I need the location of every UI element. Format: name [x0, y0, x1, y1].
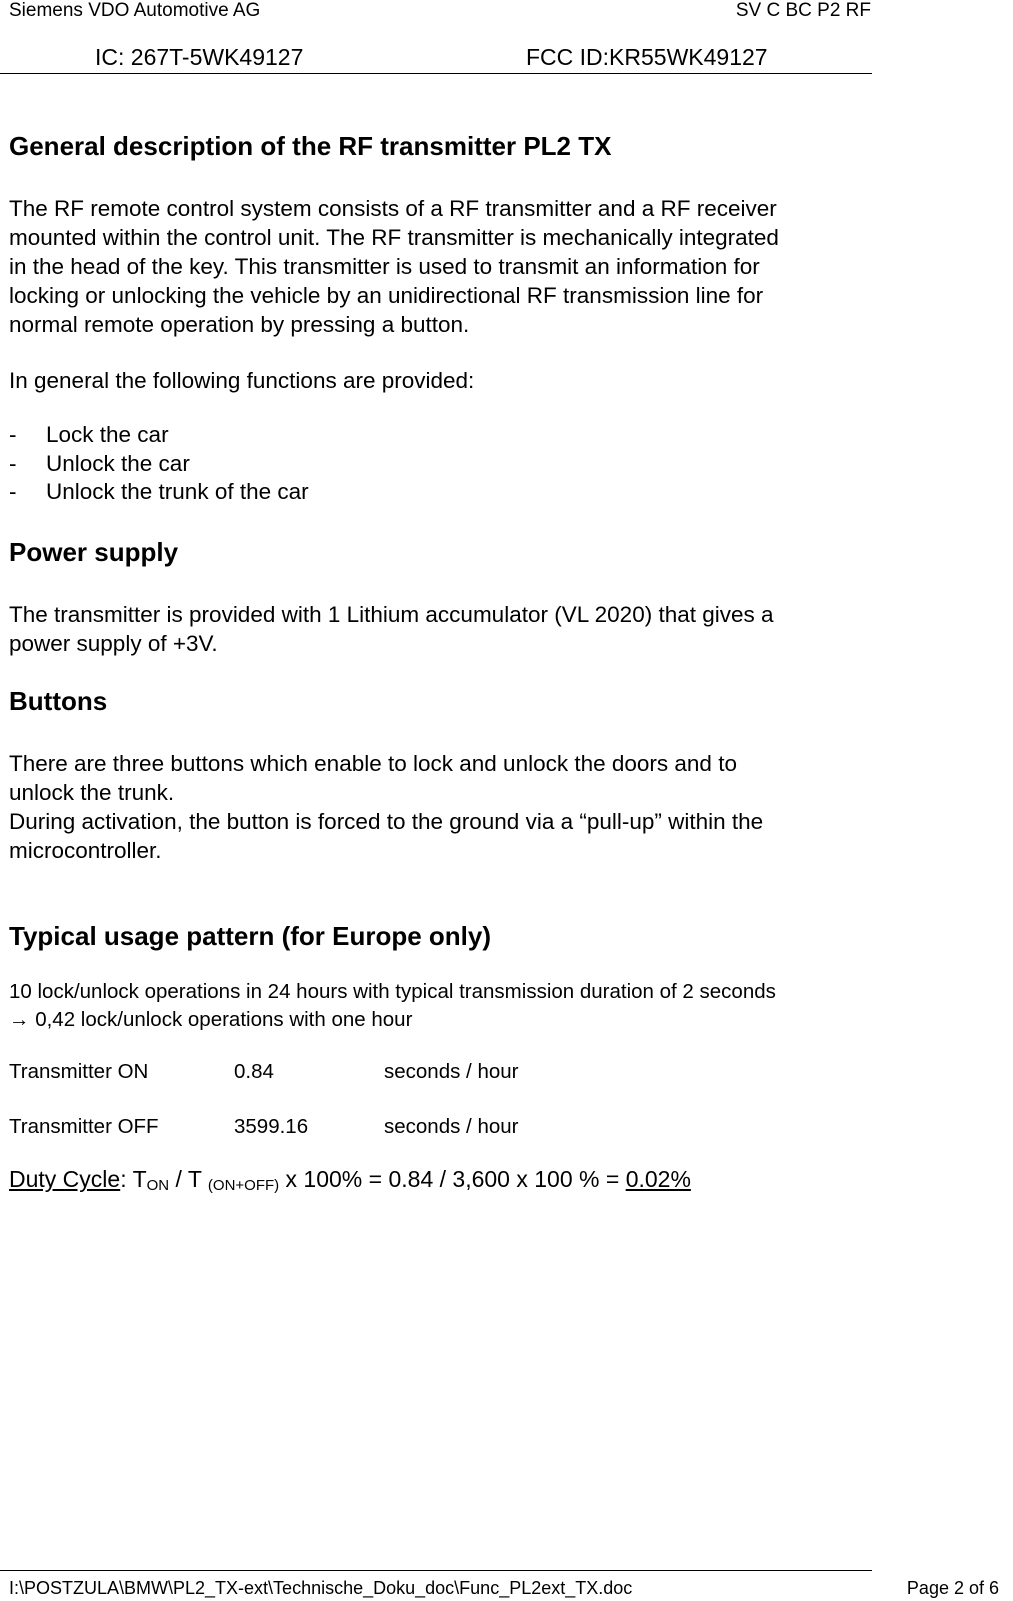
- paragraph-line: There are three buttons which enable to lock and unlock the doors and to: [9, 751, 737, 776]
- list-item-label: Lock the car: [46, 422, 169, 447]
- list-item-unlock-trunk: [9, 479, 309, 505]
- paragraph-line: The RF remote control system consists of a RF transmitter and a RF receiver: [9, 196, 777, 221]
- paragraph-general: [9, 194, 879, 339]
- paragraph-buttons: [9, 749, 879, 865]
- bullet-dash: -: [9, 422, 17, 447]
- row-value: 3599.16: [234, 1115, 309, 1138]
- paragraph-line: unlock the trunk.: [9, 780, 175, 805]
- paragraph-power: [9, 600, 879, 658]
- footer-page: Page 2 of 6: [906, 1578, 999, 1598]
- list-item-lock: [9, 422, 169, 448]
- paragraph-line: mounted within the control unit. The RF transmitter is mechanically integrated: [9, 225, 779, 250]
- header-rule: [0, 73, 872, 74]
- subscript-on-off: (ON+OFF): [207, 1177, 280, 1194]
- row-unit: seconds / hour: [384, 1115, 519, 1138]
- paragraph-line: in the head of the key. This transmitter is used to transmit an information for: [9, 254, 760, 279]
- usage-line: → 0,42 lock/unlock operations with one hour: [9, 1008, 413, 1031]
- header-company: Siemens VDO Automotive AG: [9, 0, 261, 21]
- duty-result: 0.02%: [625, 1166, 691, 1192]
- duty-cycle-label: Duty Cycle: [9, 1166, 121, 1192]
- paragraph-line: The transmitter is provided with 1 Lithium accumulator (VL 2020) that gives a: [9, 602, 774, 627]
- header-dept: SV C BC P2 RF: [735, 0, 871, 21]
- row-value: 0.84: [234, 1060, 274, 1083]
- section-title-general: General description of the RF transmitter PL2 TX: [9, 131, 612, 161]
- bullet-dash: -: [9, 479, 17, 504]
- subscript-on: ON: [146, 1177, 170, 1194]
- list-item-unlock: [9, 451, 190, 477]
- row-label: Transmitter ON: [9, 1060, 149, 1083]
- duty-cycle-formula: [9, 1166, 691, 1194]
- paragraph-line: normal remote operation by pressing a button.: [9, 312, 470, 337]
- functions-intro: In general the following functions are provided:: [9, 368, 475, 393]
- duty-colon: : T: [120, 1166, 147, 1192]
- bullet-dash: -: [9, 451, 17, 476]
- paragraph-line: During activation, the button is forced to the ground via a “pull-up” within the: [9, 809, 764, 834]
- header-ic: IC: 267T-5WK49127: [95, 44, 304, 70]
- row-label: Transmitter OFF: [9, 1115, 159, 1138]
- list-item-label: Unlock the trunk of the car: [46, 479, 309, 504]
- duty-divider: / T: [169, 1166, 208, 1192]
- duty-expression: x 100% = 0.84 / 3,600 x 100 % =: [279, 1166, 626, 1192]
- section-title-usage: Typical usage pattern (for Europe only): [9, 921, 492, 951]
- paragraph-line: microcontroller.: [9, 838, 162, 863]
- header-fcc: FCC ID:KR55WK49127: [526, 44, 768, 70]
- section-title-power: Power supply: [9, 537, 179, 567]
- footer-rule: [0, 1570, 872, 1571]
- section-title-buttons: Buttons: [9, 686, 108, 716]
- row-unit: seconds / hour: [384, 1060, 519, 1083]
- footer-path: I:\POSTZULA\BMW\PL2_TX-ext\Technische_Doku_doc\Func_PL2ext_TX.doc: [9, 1578, 633, 1598]
- usage-line: 10 lock/unlock operations in 24 hours with typical transmission duration of 2 seconds: [9, 980, 776, 1003]
- paragraph-line: power supply of +3V.: [9, 631, 218, 656]
- paragraph-line: locking or unlocking the vehicle by an unidirectional RF transmission line for: [9, 283, 764, 308]
- list-item-label: Unlock the car: [46, 451, 190, 476]
